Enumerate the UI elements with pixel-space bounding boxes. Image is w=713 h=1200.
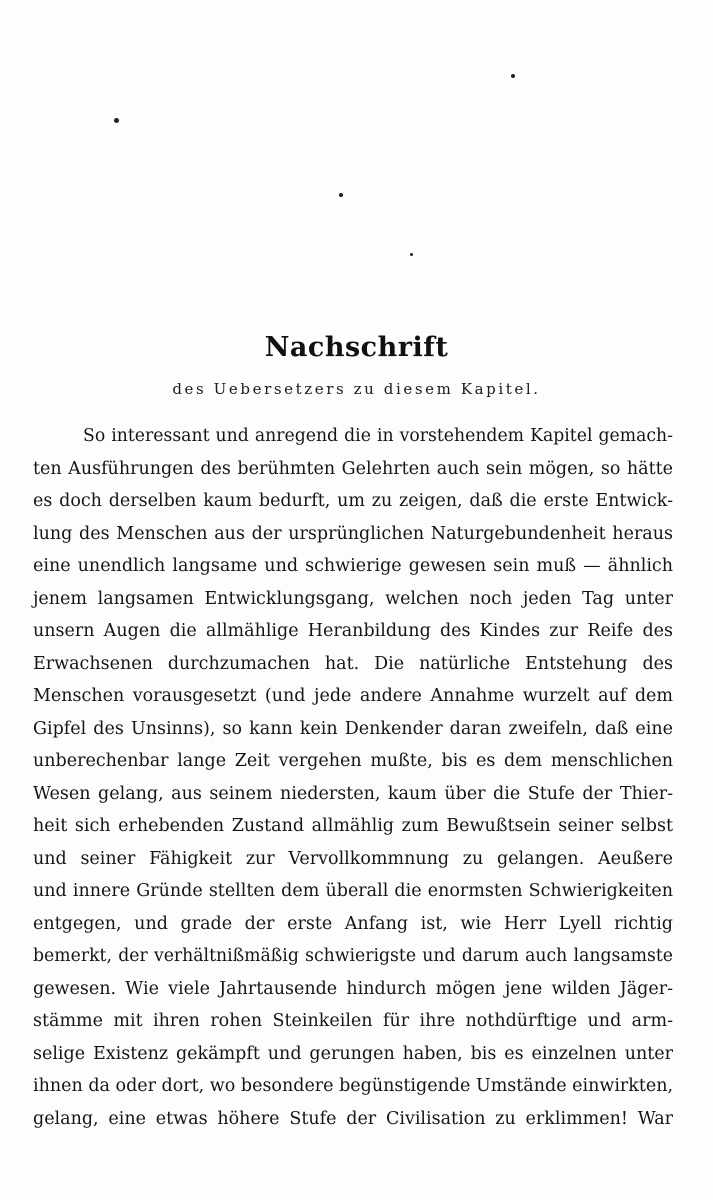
- text-line: gewesen. Wie viele Jahrtausende hindurch mögen jene wilden Jäger-: [33, 978, 673, 999]
- text-line: es doch derselben kaum bedurft, um zu zeigen, daß die erste Entwick-: [33, 491, 673, 511]
- text-line: gelang, eine etwas höhere Stufe der Civilisation zu erklimmen! War: [33, 1108, 673, 1129]
- text-line: entgegen, und grade der erste Anfang ist, wie Herr Lyell richtig: [33, 913, 673, 934]
- text-line: selige Existenz gekämpft und gerungen haben, bis es einzelnen unter: [33, 1043, 673, 1064]
- text-line: ten Ausführungen des berühmten Gelehrten auch sein mögen, so hätte: [33, 458, 673, 479]
- text-line: ihnen da oder dort, wo besondere begünstigende Umstände einwirkten,: [33, 1076, 674, 1096]
- section-subheading: des Uebersetzers zu diesem Kapitel.: [172, 380, 541, 398]
- ink-speck: [114, 118, 119, 123]
- text-line: unberechenbar lange Zeit vergehen mußte, bis es dem menschlichen: [33, 751, 673, 771]
- body-paragraph: [33, 420, 673, 1135]
- text-line: Menschen vorausgesetzt (und jede andere Annahme wurzelt auf dem: [33, 686, 673, 706]
- text-line: Wesen gelang, aus seinem niedersten, kaum über die Stufe der Thier-: [33, 783, 673, 804]
- text-line: Gipfel des Unsinns), so kann kein Denkender daran zweifeln, daß eine: [33, 718, 673, 739]
- ink-speck: [339, 193, 343, 197]
- text-line: jenem langsamen Entwicklungsgang, welchen noch jeden Tag unter: [33, 588, 673, 609]
- text-line: und seiner Fähigkeit zur Vervollkommnung zu gelangen. Aeußere: [33, 848, 673, 869]
- ink-speck: [511, 74, 515, 78]
- text-line: stämme mit ihren rohen Steinkeilen für ihre nothdürftige und arm-: [33, 1011, 673, 1031]
- section-heading: Nachschrift: [264, 332, 449, 363]
- text-line: lung des Menschen aus der ursprünglichen Naturgebundenheit heraus: [33, 523, 673, 544]
- text-line: Erwachsenen durchzumachen hat. Die natürliche Entstehung des: [33, 653, 673, 674]
- text-line: bemerkt, der verhältnißmäßig schwierigste und darum auch langsamste: [33, 946, 673, 966]
- text-line: eine unendlich langsame und schwierige gewesen sein muß — ähnlich: [33, 556, 673, 576]
- text-line: unsern Augen die allmählige Heranbildung des Kindes zur Reife des: [33, 621, 673, 641]
- ink-speck: [410, 253, 413, 256]
- text-line: heit sich erhebenden Zustand allmählig zum Bewußtsein seiner selbst: [33, 816, 673, 836]
- text-line: So interessant und anregend die in vorstehendem Kapitel gemach-: [83, 426, 673, 446]
- text-line: und innere Gründe stellten dem überall die enormsten Schwierigkeiten: [33, 881, 673, 901]
